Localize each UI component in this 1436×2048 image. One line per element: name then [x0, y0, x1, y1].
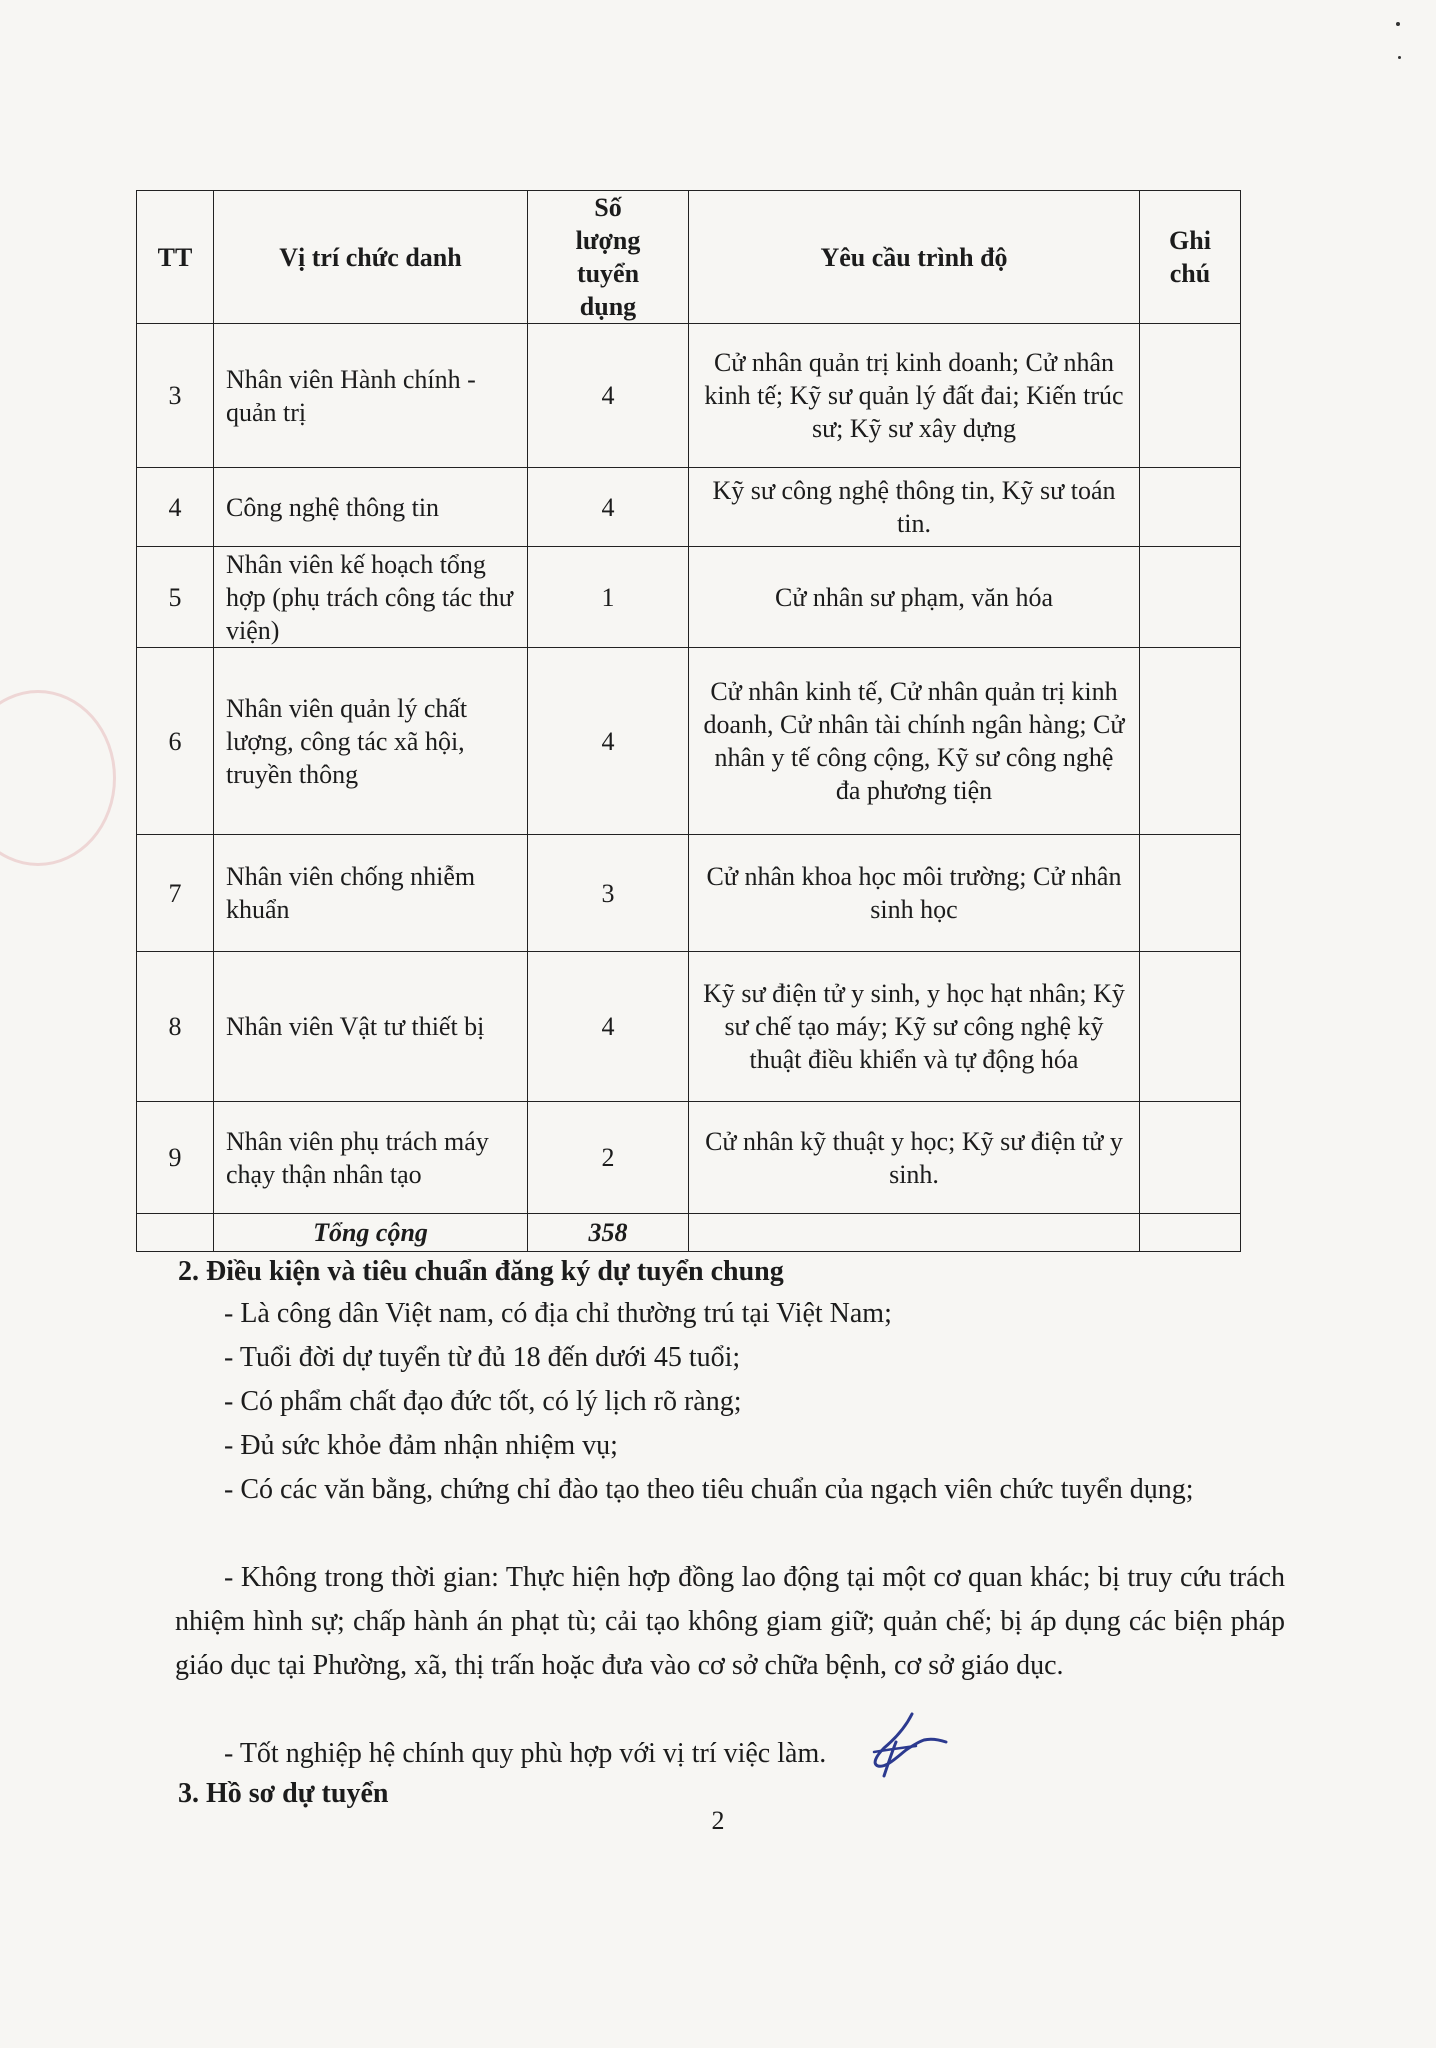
page-number: 2 [711, 1806, 725, 1835]
header-note: Ghi chú [1140, 191, 1241, 324]
row-tt: 6 [137, 648, 214, 835]
section-heading: 2. Điều kiện và tiêu chuẩn đăng ký dự tuyển chung [178, 1256, 784, 1287]
row-requirement: Cử nhân khoa học môi trường; Cử nhân sinh học [689, 835, 1140, 952]
row-position: Nhân viên quản lý chất lượng, công tác xã hội, truyền thông [214, 648, 528, 835]
section-heading: 3. Hồ sơ dự tuyển [178, 1778, 389, 1809]
row-tt: 7 [137, 835, 214, 952]
total-empty-cell [137, 1214, 214, 1252]
row-note [1140, 952, 1241, 1102]
row-position: Công nghệ thông tin [214, 468, 528, 547]
condition-item: - Tốt nghiệp hệ chính quy phù hợp với vị trí việc làm. [224, 1738, 827, 1769]
scan-speck [1396, 22, 1400, 26]
table-row [137, 648, 1241, 835]
row-note [1140, 547, 1241, 648]
table-row [137, 952, 1241, 1102]
table-row [137, 1102, 1241, 1214]
condition-item: - Tuổi đời dự tuyển từ đủ 18 đến dưới 45 tuổi; [224, 1342, 741, 1373]
row-quantity: 3 [528, 835, 689, 952]
row-requirement: Cử nhân sư phạm, văn hóa [689, 547, 1140, 648]
total-label: Tổng cộng [214, 1214, 528, 1252]
signature-mark [866, 1712, 948, 1780]
row-tt: 8 [137, 952, 214, 1102]
condition-item: - Có phẩm chất đạo đức tốt, có lý lịch rõ ràng; [224, 1386, 742, 1417]
total-empty-cell [1140, 1214, 1241, 1252]
row-requirement: Cử nhân kỹ thuật y học; Kỹ sư điện tử y sinh. [689, 1102, 1140, 1214]
row-note [1140, 648, 1241, 835]
row-requirement: Kỹ sư công nghệ thông tin, Kỹ sư toán tin. [689, 468, 1140, 547]
row-requirement: Cử nhân quản trị kinh doanh; Cử nhân kinh tế; Kỹ sư quản lý đất đai; Kiến trúc sư; Kỹ sư xây dựng [689, 324, 1140, 468]
header-quantity: Số lượng tuyển dụng [528, 191, 689, 324]
total-value: 358 [528, 1214, 689, 1252]
row-position: Nhân viên Hành chính - quản trị [214, 324, 528, 468]
table-row [137, 468, 1241, 547]
row-position: Nhân viên kế hoạch tổng hợp (phụ trách công tác thư viện) [214, 547, 528, 648]
condition-item: - Đủ sức khỏe đảm nhận nhiệm vụ; [224, 1430, 618, 1461]
row-quantity: 2 [528, 1102, 689, 1214]
header-tt: TT [137, 191, 214, 324]
stamp-fragment [0, 690, 116, 866]
row-note [1140, 468, 1241, 547]
row-position: Nhân viên Vật tư thiết bị [214, 952, 528, 1102]
scan-speck [1398, 56, 1401, 59]
row-requirement: Cử nhân kinh tế, Cử nhân quản trị kinh doanh, Cử nhân tài chính ngân hàng; Cử nhân y tế công cộng, Kỹ sư công nghệ đa phương tiện [689, 648, 1140, 835]
row-tt: 4 [137, 468, 214, 547]
row-tt: 3 [137, 324, 214, 468]
table-total-row [137, 1214, 1241, 1252]
condition-item: - Là công dân Việt nam, có địa chỉ thường trú tại Việt Nam; [224, 1298, 892, 1329]
table-header-row [137, 191, 1241, 324]
table-row [137, 324, 1241, 468]
table-row [137, 547, 1241, 648]
table-row [137, 835, 1241, 952]
header-position: Vị trí chức danh [214, 191, 528, 324]
row-position: Nhân viên phụ trách máy chạy thận nhân tạo [214, 1102, 528, 1214]
row-quantity: 4 [528, 952, 689, 1102]
row-position: Nhân viên chống nhiễm khuẩn [214, 835, 528, 952]
condition-item: - Không trong thời gian: Thực hiện hợp đồng lao động tại một cơ quan khác; bị truy cứu trách nhiệm hình sự; chấp hành án phạt tù; cải tạo không giam giữ; quản chế; bị áp dụng các biện pháp giáo dục tại Phường, xã, thị trấn hoặc đưa vào cơ sở chữa bệnh, cơ sở giáo dục. [175, 1562, 1285, 1681]
total-empty-cell [689, 1214, 1140, 1252]
condition-item: - Có các văn bằng, chứng chỉ đào tạo theo tiêu chuẩn của ngạch viên chức tuyển dụng; [224, 1474, 1194, 1505]
row-tt: 9 [137, 1102, 214, 1214]
row-note [1140, 1102, 1241, 1214]
row-quantity: 1 [528, 547, 689, 648]
row-quantity: 4 [528, 648, 689, 835]
header-requirement: Yêu cầu trình độ [689, 191, 1140, 324]
recruitment-table [136, 190, 1241, 1252]
row-note [1140, 835, 1241, 952]
row-tt: 5 [137, 547, 214, 648]
row-requirement: Kỹ sư điện tử y sinh, y học hạt nhân; Kỹ sư chế tạo máy; Kỹ sư công nghệ kỹ thuật điều khiển và tự động hóa [689, 952, 1140, 1102]
row-quantity: 4 [528, 468, 689, 547]
row-note [1140, 324, 1241, 468]
row-quantity: 4 [528, 324, 689, 468]
